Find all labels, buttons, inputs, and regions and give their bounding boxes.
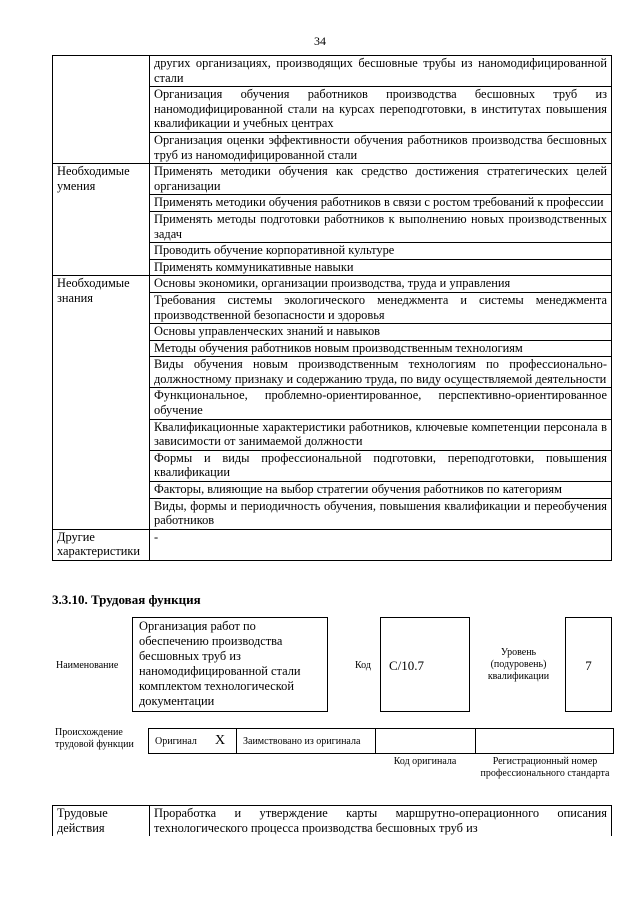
row-header: Необходимые знания — [53, 276, 150, 530]
table-cell: Функциональное, проблемно-ориентированное, перспективно-ориентированное обучение — [150, 388, 612, 419]
table-cell: Методы обучения работников новым производственным технологиям — [150, 340, 612, 357]
table-cell: Применять методики обучения работников в связи с ростом требований к профессии — [150, 195, 612, 212]
table-cell: Основы экономики, организации производства, труда и управления — [150, 276, 612, 293]
origin-row — [148, 728, 614, 754]
code-original-label: Код оригинала — [393, 756, 457, 767]
requirements-table — [52, 55, 612, 561]
table-cell: Требования системы экологического менеджмента и системы менеджмента производственной безопасности и здоровья — [150, 292, 612, 323]
section-title: 3.3.10. Трудовая функция — [52, 592, 201, 607]
table-cell: других организациях, производящих бесшовные трубы из наномодифицированной стали — [150, 56, 612, 87]
origin-label: Происхождение трудовой функции — [55, 727, 134, 750]
table-row — [53, 164, 612, 195]
borrowed-label: Заимствовано из оригинала — [237, 729, 376, 753]
original-label: Оригинал — [155, 735, 197, 747]
table-cell: Применять коммуникативные навыки — [150, 259, 612, 276]
labor-actions-table — [52, 805, 612, 836]
row-header — [53, 56, 150, 164]
table-cell: Квалификационные характеристики работников, ключевые компетенции персонала в зависимости от занимаемой должности — [150, 419, 612, 450]
table-cell: Факторы, влияющие на выбор стратегии обучения работников по категориям — [150, 482, 612, 499]
table-cell: Организация оценки эффективности обучения работников производства бесшовных труб из наномодифицированной стали — [150, 132, 612, 163]
table-cell: Основы управленческих знаний и навыков — [150, 324, 612, 341]
table-cell: Виды, формы и периодичность обучения, повышения квалификации и переобучения работников — [150, 498, 612, 529]
row-header: Необходимые умения — [53, 164, 150, 276]
table-cell: Организация обучения работников производства бесшовных труб из наномодифицированной стали на курсах переподготовки, в институтах повышения квалификации и учебных центрах — [150, 87, 612, 133]
table-row — [53, 56, 612, 87]
table-row — [53, 276, 612, 293]
table-row — [53, 529, 612, 560]
code-label: Код — [355, 660, 371, 671]
row-header: Трудовые действия — [53, 806, 150, 837]
level-field: 7 — [565, 617, 612, 712]
original-mark: X — [211, 729, 237, 753]
table-cell: Применять методы подготовки работников к выполнению новых производственных задач — [150, 211, 612, 242]
code-original-field — [376, 729, 476, 753]
table-cell: Виды обучения новым производственным технологиям по профессионально-должностному признаку и содержанию труда, по виду осуществляемой деятельности — [150, 357, 612, 388]
page-number: 34 — [314, 34, 326, 48]
level-label: Уровень (подуровень) квалификации — [487, 647, 550, 682]
table-cell: Проработка и утверждение карты маршрутно-операционного описания технологического процесса производства бесшовных труб из — [150, 806, 612, 837]
table-cell: Применять методики обучения как средство достижения стратегических целей организации — [150, 164, 612, 195]
function-name-field: Организация работ по обеспечению производства бесшовных труб из наномодифицированной стали комплектом технологической документации — [132, 617, 328, 712]
table-cell: Формы и виды профессиональной подготовки, переподготовки, повышения квалификации — [150, 450, 612, 481]
name-label: Наименование — [56, 660, 119, 671]
code-field: C/10.7 — [380, 617, 470, 712]
reg-number-field — [476, 729, 613, 753]
table-cell: Проводить обучение корпоративной культуре — [150, 243, 612, 260]
row-header: Другие характеристики — [53, 529, 150, 560]
reg-number-label: Регистрационный номер профессионального стандарта — [480, 756, 610, 779]
table-cell: - — [150, 529, 612, 560]
